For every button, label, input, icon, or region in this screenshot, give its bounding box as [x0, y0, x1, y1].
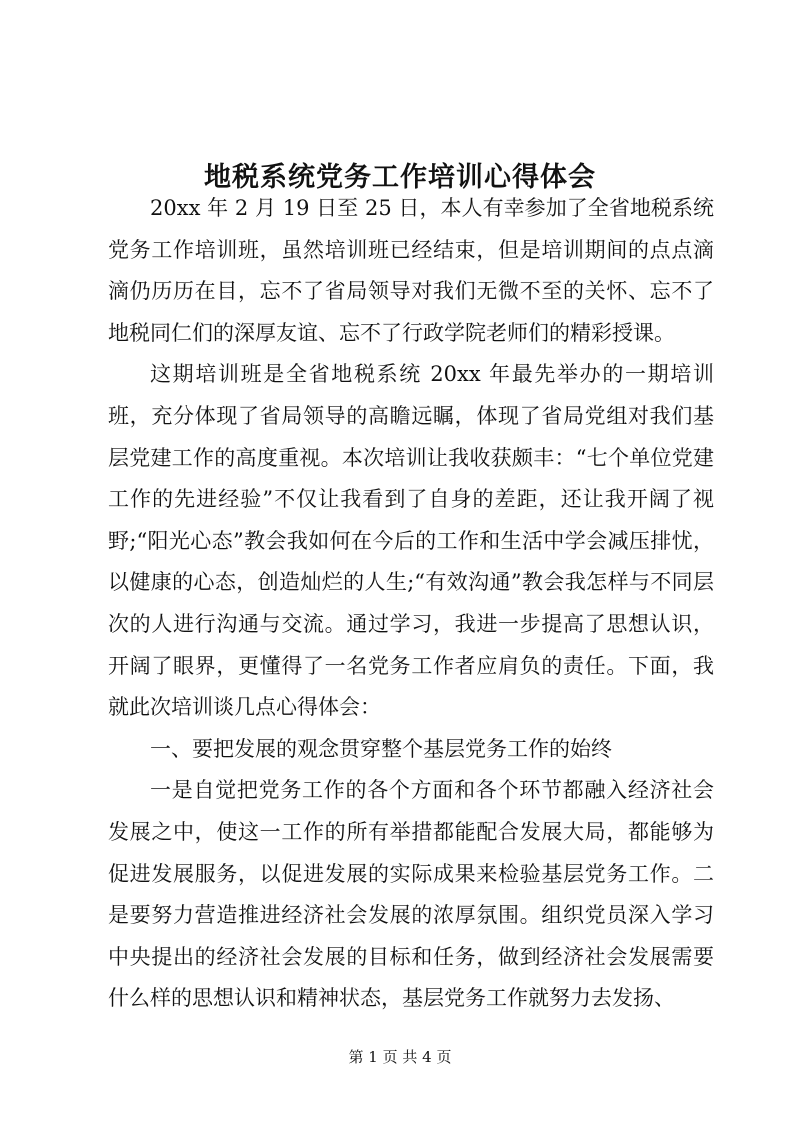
paragraph-section-1-body: 一是自觉把党务工作的各个方面和各个环节都融入经济社会发展之中，使这一工作的所有举措都能配合发展大局，都能够为促进发展服务，以促进发展的实际成果来检验基层党务工作。二是要努力营造推进经济社会发展的浓厚氛围。组织党员深入学习中央提出的经济社会发展的目标和任务，做到经济社会发展需要什么样的思想认识和精神状态，基层党务工作就努力去发扬、	[108, 778, 714, 1011]
section-heading-1: 一、要把发展的观念贯穿整个基层党务工作的始终	[150, 736, 612, 761]
document-body	[108, 188, 714, 1020]
document-title: 地税系统党务工作培训心得体会	[204, 162, 596, 194]
page-footer: 第 1 页 共 4 页	[348, 1048, 452, 1066]
paragraph-training-summary: 这期培训班是全省地税系统 20xx 年最先举办的一期培训班，充分体现了省局领导的高瞻远瞩，体现了省局党组对我们基层党建工作的高度重视。本次培训让我收获颇丰：“七个单位党建工作的先进经验”不仅让我看到了自身的差距，还让我开阔了视野;“阳光心态”教会我如何在今后的工作和生活中学会减压排忧，以健康的心态，创造灿烂的人生;“有效沟通”教会我怎样与不同层次的人进行沟通与交流。通过学习，我进一步提高了思想认识，开阔了眼界，更懂得了一名党务工作者应肩负的责任。下面，我就此次培训谈几点心得体会：	[108, 362, 714, 720]
paragraph-intro: 20xx 年 2 月 19 日至 25 日，本人有幸参加了全省地税系统党务工作培训班，虽然培训班已经结束，但是培训期间的点点滴滴仍历历在目，忘不了省局领导对我们无微不至的关怀、忘不了地税同仁们的深厚友谊、忘不了行政学院老师们的精彩授课。	[108, 196, 714, 345]
